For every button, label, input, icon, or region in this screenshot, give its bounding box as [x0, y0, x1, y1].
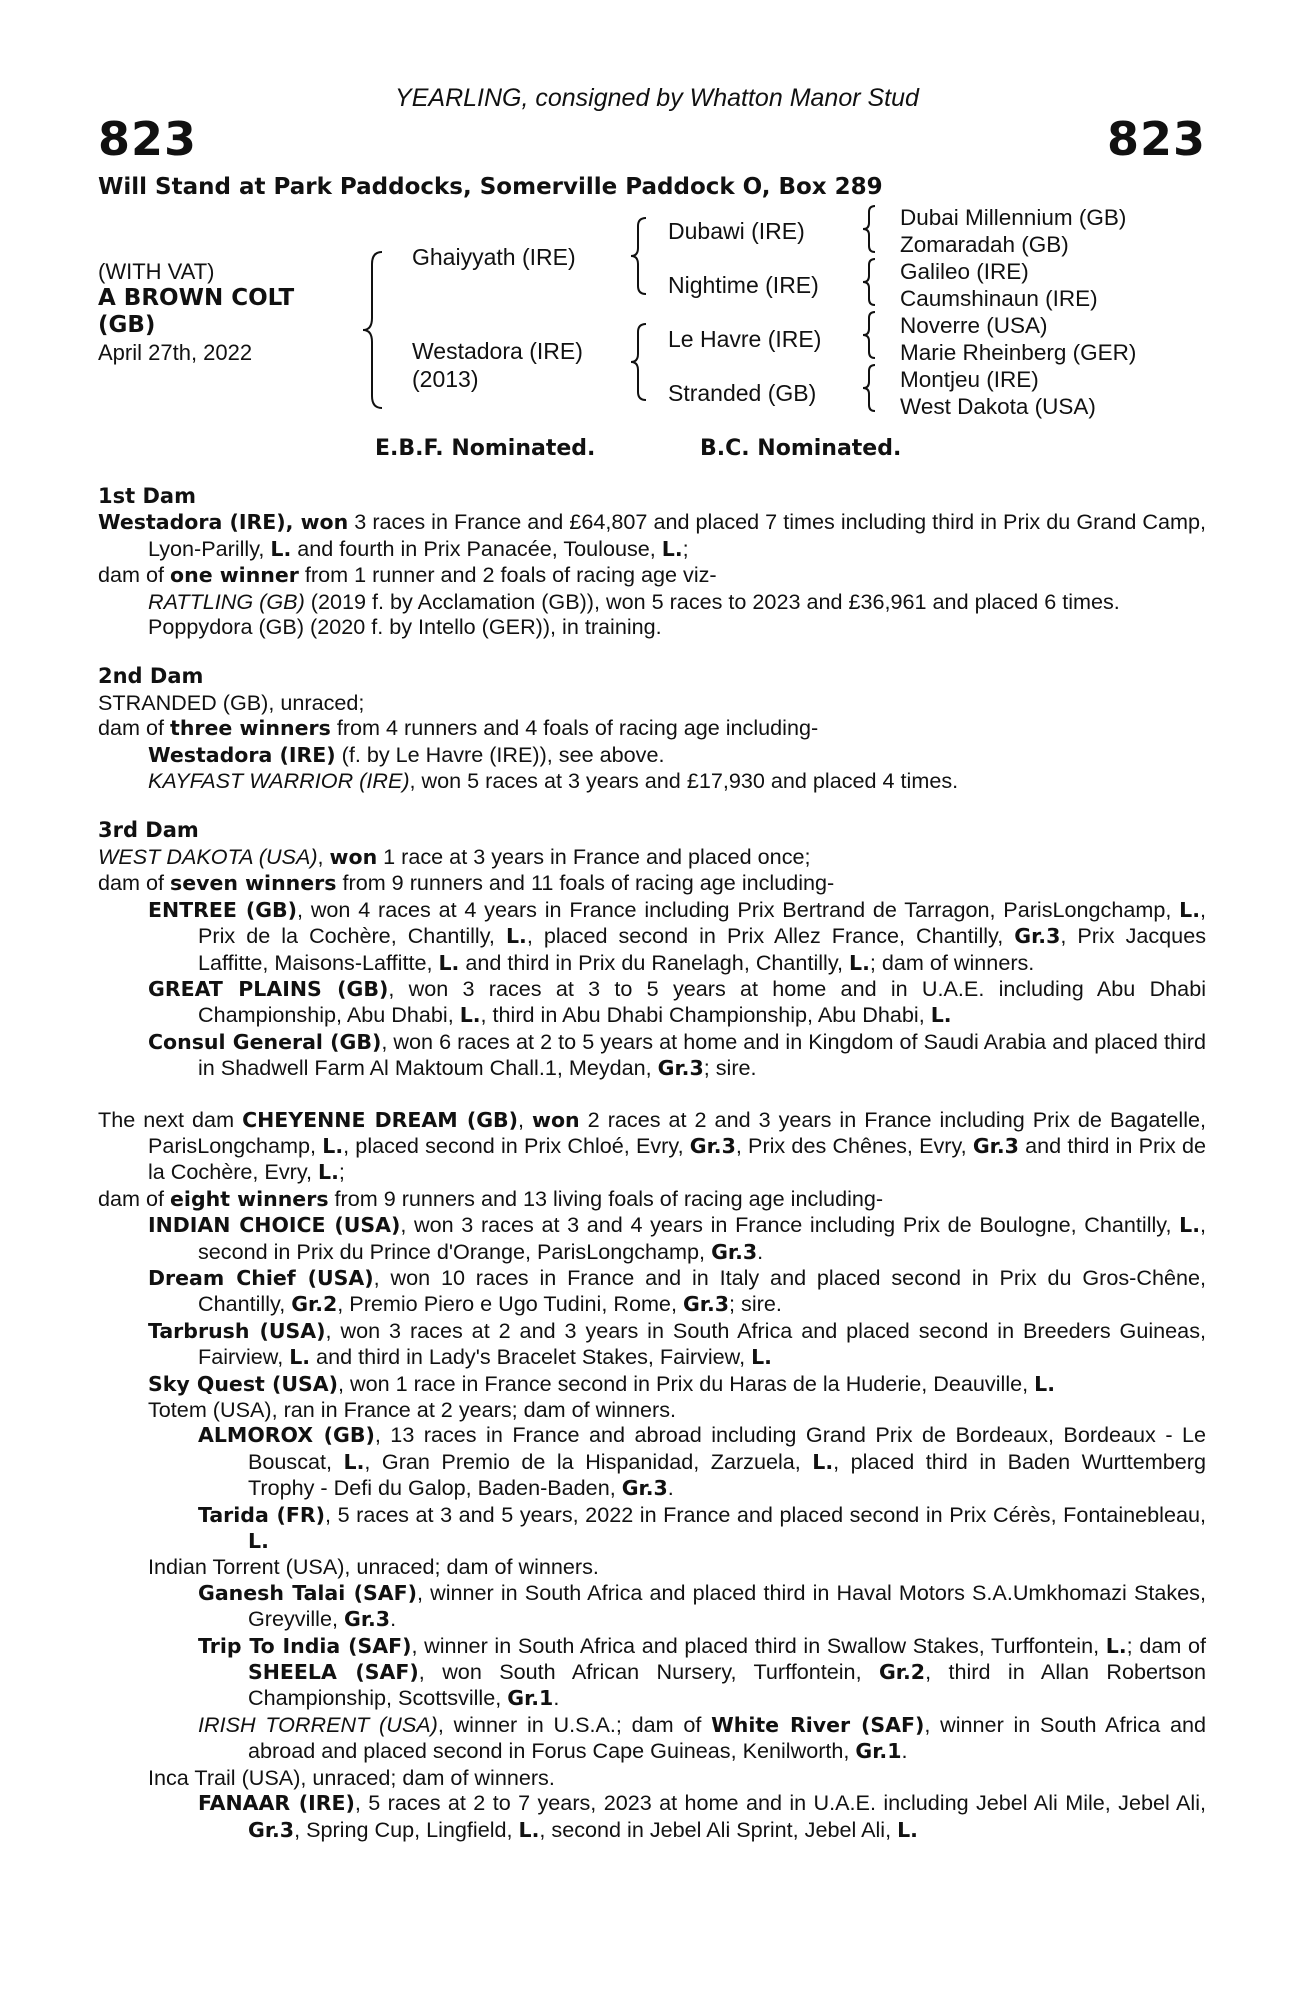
produce-entry: Sky Quest (USA), won 1 race in France second in Prix du Haras de la Huderie, Deauville, L.: [148, 1370, 1055, 1396]
produce-entry: Consul General (GB), won 6 races at 2 to 5 years at home and in Kingdom of Saudi Arabia and placed third in Shadwell Farm Al Maktoum Chall.1, Meydan, Gr.3; sire.: [148, 1028, 1206, 1081]
grandproduce-entry: Tarida (FR), 5 races at 3 and 5 years, 2022 in France and placed second in Prix Cérès, Fontainebleau, L.: [198, 1501, 1207, 1554]
pedigree-brace-ss: [860, 204, 880, 254]
produce-entry: Indian Torrent (USA), unraced; dam of winners.: [148, 1554, 599, 1580]
bc-nomination: B.C. Nominated.: [700, 436, 902, 461]
pedigree-brace-sd: [860, 257, 880, 307]
pedigree-sire-sire: Dubawi (IRE): [668, 218, 805, 244]
next-dam-produce: dam of eight winners from 9 runners and 13 living foals of racing age including-: [98, 1185, 884, 1211]
foaling-date: April 27th, 2022: [98, 340, 253, 365]
vat-note: (WITH VAT): [98, 259, 215, 284]
consignor-line: YEARLING, consigned by Whatton Manor Stud: [395, 84, 919, 112]
third-dam-heading: 3rd Dam: [98, 818, 199, 843]
first-dam-heading: 1st Dam: [98, 484, 196, 508]
stabling-location: Will Stand at Park Paddocks, Somerville Paddock O, Box 289: [98, 174, 883, 200]
lot-number-left: 823: [98, 112, 198, 166]
produce-entry: KAYFAST WARRIOR (IRE), won 5 races at 3 years and £17,930 and placed 4 times.: [148, 768, 959, 794]
grandproduce-entry: ALMOROX (GB), 13 races in France and abroad including Grand Prix de Bordeaux, Bordeaux - Le Bouscat, L., Gran Premio de la Hispanidad, Zarzuela, L., placed third in Baden Wurttemberg Trophy - Defi du Galop, Baden-Baden, Gr.3.: [198, 1422, 1206, 1501]
second-dam-produce: dam of three winners from 4 runners and 4 foals of racing age including-: [98, 715, 819, 741]
pedigree-brace-main: [360, 250, 390, 410]
horse-name: Westadora (IRE): [98, 510, 286, 535]
pedigree-sire: Ghaiyyath (IRE): [412, 244, 576, 270]
produce-entry: Poppydora (GB) (2020 f. by Intello (GER)), in training.: [148, 614, 662, 640]
colt-origin: (GB): [98, 312, 156, 338]
pedigree-dss: Noverre (USA): [900, 313, 1048, 338]
pedigree-sire-dam: Nightime (IRE): [668, 272, 819, 298]
grandproduce-entry: IRISH TORRENT (USA), winner in U.S.A.; dam of White River (SAF), winner in South Africa and abroad and placed second in Forus Cape Guineas, Kenilworth, Gr.1.: [198, 1711, 1207, 1764]
ebf-nomination: E.B.F. Nominated.: [375, 436, 596, 461]
pedigree-brace-dam: [628, 322, 652, 402]
pedigree-dam-year: (2013): [412, 366, 479, 392]
pedigree-dds: Montjeu (IRE): [900, 367, 1039, 392]
produce-entry: GREAT PLAINS (GB), won 3 races at 3 to 5 years at home and in U.A.E. including Abu Dhabi Championship, Abu Dhabi, L., third in Abu Dhabi Championship, Abu Dhabi, L.: [148, 975, 1206, 1028]
produce-entry: RATTLING (GB) (2019 f. by Acclamation (GB)), won 5 races to 2023 and £36,961 and placed 6 times.: [148, 588, 1120, 614]
second-dam-heading: 2nd Dam: [98, 664, 204, 689]
produce-record: [98, 484, 1206, 1843]
first-dam-produce: dam of one winner from 1 runner and 2 foals of racing age viz-: [98, 562, 717, 588]
next-dam-record: The next dam CHEYENNE DREAM (GB), won 2 races at 2 and 3 years in France including Prix de Bagatelle, ParisLongchamp, L., placed second in Prix Chloé, Evry, Gr.3, Prix des Chênes, Evry, Gr.3 and third in Prix de la Cochère, Evry, L.;: [98, 1106, 1207, 1185]
third-dam-record: WEST DAKOTA (USA), won 1 race at 3 years in France and placed once;: [98, 843, 811, 869]
produce-entry: Tarbrush (USA), won 3 races at 2 and 3 years in South Africa and placed second in Breeders Guineas, Fairview, L. and third in Lady's Bracelet Stakes, Fairview, L.: [148, 1317, 1206, 1370]
pedigree-brace-ds: [860, 310, 880, 360]
grandproduce-entry: Ganesh Talai (SAF), winner in South Africa and placed third in Haval Motors S.A.Umkhomazi Stakes, Greyville, Gr.3.: [198, 1579, 1206, 1632]
lot-number-right: 823: [1106, 112, 1206, 166]
produce-entry: Inca Trail (USA), unraced; dam of winners.: [148, 1764, 555, 1790]
produce-entry: Totem (USA), ran in France at 2 years; dam of winners.: [148, 1397, 677, 1422]
pedigree-dam-dam: Stranded (GB): [668, 380, 817, 406]
colt-title: A BROWN COLT: [98, 285, 295, 311]
pedigree-dam-sire: Le Havre (IRE): [668, 326, 822, 352]
second-dam-record: STRANDED (GB), unraced;: [98, 689, 365, 715]
grandproduce-entry: FANAAR (IRE), 5 races at 2 to 7 years, 2023 at home and in U.A.E. including Jebel Ali Mile, Jebel Ali, Gr.3, Spring Cup, Lingfield, L., second in Jebel Ali Sprint, Jebel Ali, L.: [198, 1790, 1207, 1842]
third-dam-produce: dam of seven winners from 9 runners and 11 foals of racing age including-: [98, 870, 835, 896]
pedigree-ddd: West Dakota (USA): [900, 394, 1096, 419]
pedigree-dam: Westadora (IRE): [412, 338, 583, 364]
pedigree-dsd: Marie Rheinberg (GER): [900, 340, 1137, 365]
colt-description: [98, 258, 294, 366]
pedigree-ssd: Zomaradah (GB): [900, 232, 1069, 257]
grandproduce-entry: Trip To India (SAF), winner in South Africa and placed third in Swallow Stakes, Turffontein, L.; dam of SHEELA (SAF), won South African Nursery, Turffontein, Gr.2, third in Allan Robertson Championship, Scottsville, Gr.1.: [198, 1632, 1207, 1711]
pedigree-sss: Dubai Millennium (GB): [900, 205, 1127, 230]
first-dam-record: Westadora (IRE), won 3 races in France and £64,807 and placed 7 times including third in Prix du Grand Camp, Lyon-Parilly, L. and fourth in Prix Panacée, Toulouse, L.;: [98, 509, 1206, 561]
produce-entry: ENTREE (GB), won 4 races at 4 years in France including Prix Bertrand de Tarragon, ParisLongchamp, L., Prix de la Cochère, Chantilly, L., placed second in Prix Allez France, Chantilly, Gr.3, Prix Jacques Laffitte, Maisons-Laffitte, L. and third in Prix du Ranelagh, Chantilly, L.; dam of winners.: [148, 896, 1207, 975]
produce-entry: Dream Chief (USA), won 10 races in France and in Italy and placed second in Prix du Gros-Chêne, Chantilly, Gr.2, Premio Piero e Ugo Tudini, Rome, Gr.3; sire.: [148, 1264, 1206, 1317]
produce-entry: INDIAN CHOICE (USA), won 3 races at 3 and 4 years in France including Prix de Boulogne, Chantilly, L., second in Prix du Prince d'Orange, ParisLongchamp, Gr.3.: [148, 1212, 1206, 1264]
produce-entry: Westadora (IRE) (f. by Le Havre (IRE)), see above.: [148, 741, 665, 767]
pedigree-sds: Galileo (IRE): [900, 259, 1029, 284]
pedigree-brace-sire: [628, 216, 652, 296]
pedigree-sdd: Caumshinaun (IRE): [900, 286, 1098, 311]
pedigree-brace-dd: [860, 363, 880, 413]
